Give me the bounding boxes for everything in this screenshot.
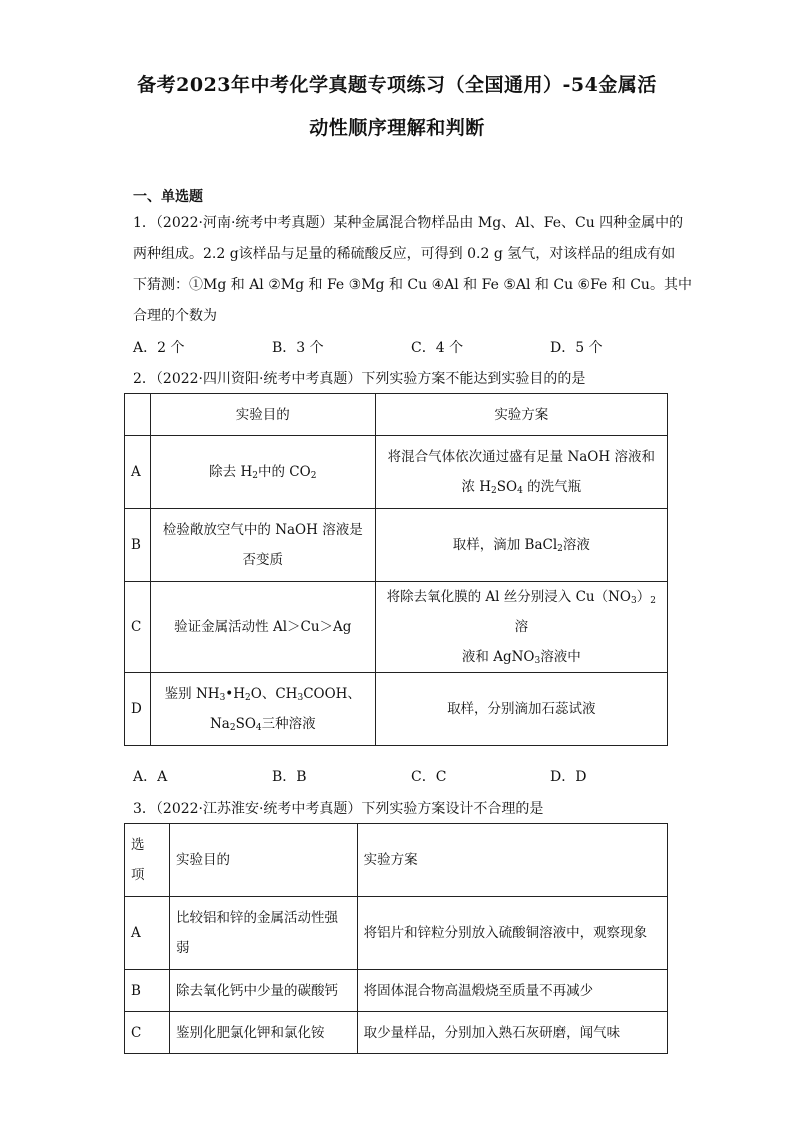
row-plan: 将除去氧化膜的 Al 丝分别浸入 $Cu(NO_3)_2$溶 液和 AgNO$_3$溶液中 [375, 582, 667, 673]
q2-stem: 2．（2022·四川资阳·统考中考真题）下列实验方案不能达到实验目的的是 [133, 371, 586, 387]
q1-option-c[interactable]: C．4 个 [411, 340, 464, 356]
table-header-row [125, 394, 668, 436]
header-purpose: 实验目的 [169, 824, 357, 897]
q1-option-a[interactable]: A．2 个 [133, 340, 185, 356]
q2-option-a[interactable]: A．A [133, 769, 168, 785]
q1-option-b[interactable]: B．3 个 [272, 340, 324, 356]
q1-options [133, 337, 693, 357]
row-label: C [125, 582, 151, 673]
q2-option-d[interactable]: D．D [550, 769, 587, 785]
header-empty-cell [125, 394, 151, 436]
row-purpose: 验证金属活动性 Al＞Cu＞Ag [150, 582, 375, 673]
row-plan: 将铝片和锌粒分别放入硫酸铜溶液中，观察现象 [357, 897, 667, 970]
table-row [125, 673, 668, 746]
q3-table [124, 823, 668, 1054]
table-header-row [125, 824, 668, 897]
row-label: A [125, 436, 151, 509]
table-row [125, 436, 668, 509]
q1-stem-line2: 两种组成。2.2 g该样品与足量的稀硫酸反应，可得到 0.2 g 氢气，对该样品的组成有如 [133, 246, 676, 262]
q1-option-d[interactable]: D．5 个 [550, 340, 603, 356]
header-plan: 实验方案 [357, 824, 667, 897]
row-purpose: 鉴别 $NH_3•H_2O$、$CH_3COOH$、 $Na_2SO_4$三种溶液 [150, 673, 375, 746]
table-row [125, 1012, 668, 1054]
q2-table [124, 393, 668, 746]
row-label: D [125, 673, 151, 746]
q2-option-c[interactable]: C．C [411, 769, 447, 785]
q1-stem-line1: 1．（2022·河南·统考中考真题）某种金属混合物样品由 Mg、Al、Fe、Cu 四种金属中的 [133, 215, 684, 231]
table-row [125, 970, 668, 1012]
row-plan: 取样，滴加 BaCl$_2$溶液 [375, 509, 667, 582]
row-purpose: 除去 $H_2$中的 $CO_2$ [150, 436, 375, 509]
header-plan: 实验方案 [375, 394, 667, 436]
table-row [125, 897, 668, 970]
row-label: A [125, 897, 170, 970]
row-purpose: 除去氧化钙中少量的碳酸钙 [169, 970, 357, 1012]
document-title-line2: 动性顺序理解和判断 [309, 117, 485, 139]
header-purpose: 实验目的 [150, 394, 375, 436]
row-label: B [125, 970, 170, 1012]
section-heading: 一、单选题 [133, 189, 203, 205]
q2-options [133, 766, 693, 786]
row-purpose: 比较铝和锌的金属活动性强 弱 [169, 897, 357, 970]
header-option: 选 项 [125, 824, 170, 897]
row-label: C [125, 1012, 170, 1054]
row-plan: 将混合气体依次通过盛有足量 NaOH 溶液和 浓 $H_2SO_4$ 的洗气瓶 [375, 436, 667, 509]
row-label: B [125, 509, 151, 582]
q2-option-b[interactable]: B．B [272, 769, 307, 785]
table-row [125, 582, 668, 673]
row-plan: 取样，分别滴加石蕊试液 [375, 673, 667, 746]
table-row [125, 509, 668, 582]
q1-stem-line3: 下猜测：①Mg 和 Al ②Mg 和 Fe ③Mg 和 Cu ④Al 和 Fe ⑤Al 和 Cu ⑥Fe 和 Cu。其中 [133, 277, 692, 293]
row-purpose: 检验敞放空气中的 NaOH 溶液是 否变质 [150, 509, 375, 582]
q3-stem: 3．（2022·江苏淮安·统考中考真题）下列实验方案设计不合理的是 [133, 801, 544, 817]
document-title-line1: 备考2023年中考化学真题专项练习（全国通用）-54金属活 [137, 74, 657, 96]
row-plan: 取少量样品，分别加入熟石灰研磨，闻气味 [357, 1012, 667, 1054]
row-plan: 将固体混合物高温煅烧至质量不再减少 [357, 970, 667, 1012]
row-purpose: 鉴别化肥氯化钾和氯化铵 [169, 1012, 357, 1054]
q1-stem-line4: 合理的个数为 [133, 308, 217, 324]
